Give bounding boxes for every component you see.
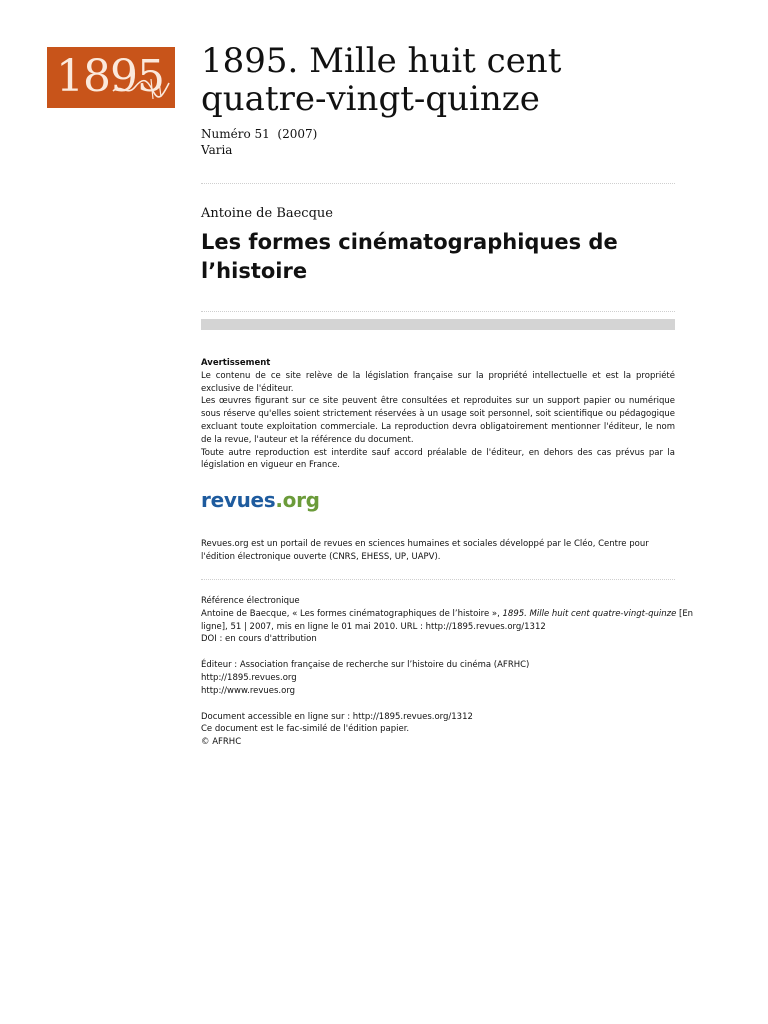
brand-description: Revues.org est un portail de revues en sciences humaines et sociales développé par le Cléo, Centre pour l'édition électronique ouverte (CNRS, EHESS, UP, UAPV).: [201, 539, 649, 562]
reference-citation-line2: ligne], 51 | 2007, mis en ligne le 01 mai 2010. URL : http://1895.revues.org/1312: [201, 621, 546, 632]
brand-name-part1: revues: [201, 488, 276, 512]
divider: [201, 311, 675, 312]
separator-bar: [201, 319, 675, 330]
publisher-url-1: http://1895.revues.org: [201, 672, 297, 683]
reference-citation-line1: [201, 608, 694, 621]
revues-org-logo: [201, 488, 320, 512]
article-author: Antoine de Baecque: [201, 206, 333, 221]
divider: [201, 579, 675, 580]
citation-prefix: Antoine de Baecque, « Les formes cinématographiques de l’histoire »,: [201, 608, 503, 619]
warning-notice: [201, 357, 675, 472]
copyright-line: © AFRHC: [201, 737, 242, 748]
journal-logo: [47, 47, 175, 108]
access-line: Document accessible en ligne sur : http://1895.revues.org/1312: [201, 711, 473, 722]
citation-journal: 1895. Mille huit cent quatre-vingt-quinze: [502, 608, 677, 619]
citation-suffix: [En: [676, 608, 694, 619]
divider: [201, 183, 675, 184]
publisher-url-2: http://www.revues.org: [201, 685, 296, 696]
logo-squiggle-mark: [111, 73, 171, 103]
publisher-line: Éditeur : Association française de recherche sur l’histoire du cinéma (AFRHC): [201, 660, 530, 671]
reference-label: Référence électronique: [201, 596, 300, 606]
notice-paragraph: Le contenu de ce site relève de la législation française sur la propriété intellectuelle et est la propriété exclusive de l'éditeur.: [201, 370, 675, 394]
reference-block: [201, 595, 694, 749]
reference-doi: DOI : en cours d'attribution: [201, 634, 317, 645]
issue-info: [201, 126, 317, 158]
notice-paragraph: Les œuvres figurant sur ce site peuvent être consultées et reproduites sur un support papier ou numérique sous réserve qu'elles soient strictement réservées à un usage soit personnel, soit scientifique ou pédagogique excluant toute exploitation commerciale. La reproduction devra obligatoirement mentionner l'éditeur, le nom de la revue, l'auteur et la référence du document.: [201, 396, 675, 445]
article-title: Les formes cinématographiques de l’histoire: [201, 230, 618, 283]
journal-title: 1895. Mille huit cent quatre-vingt-quinze: [201, 41, 562, 119]
logo-text: 1895: [56, 51, 164, 102]
notice-heading: Avertissement: [201, 358, 271, 368]
notice-paragraph: Toute autre reproduction est interdite sauf accord préalable de l'éditeur, en dehors des cas prévus par la législation en vigueur en France.: [201, 447, 675, 471]
facsimile-note: Ce document est le fac-similé de l'édition papier.: [201, 724, 410, 735]
issue-section: Varia: [201, 143, 233, 157]
brand-name-part2: .org: [275, 488, 320, 512]
issue-number: Numéro 51 (2007): [201, 127, 318, 141]
